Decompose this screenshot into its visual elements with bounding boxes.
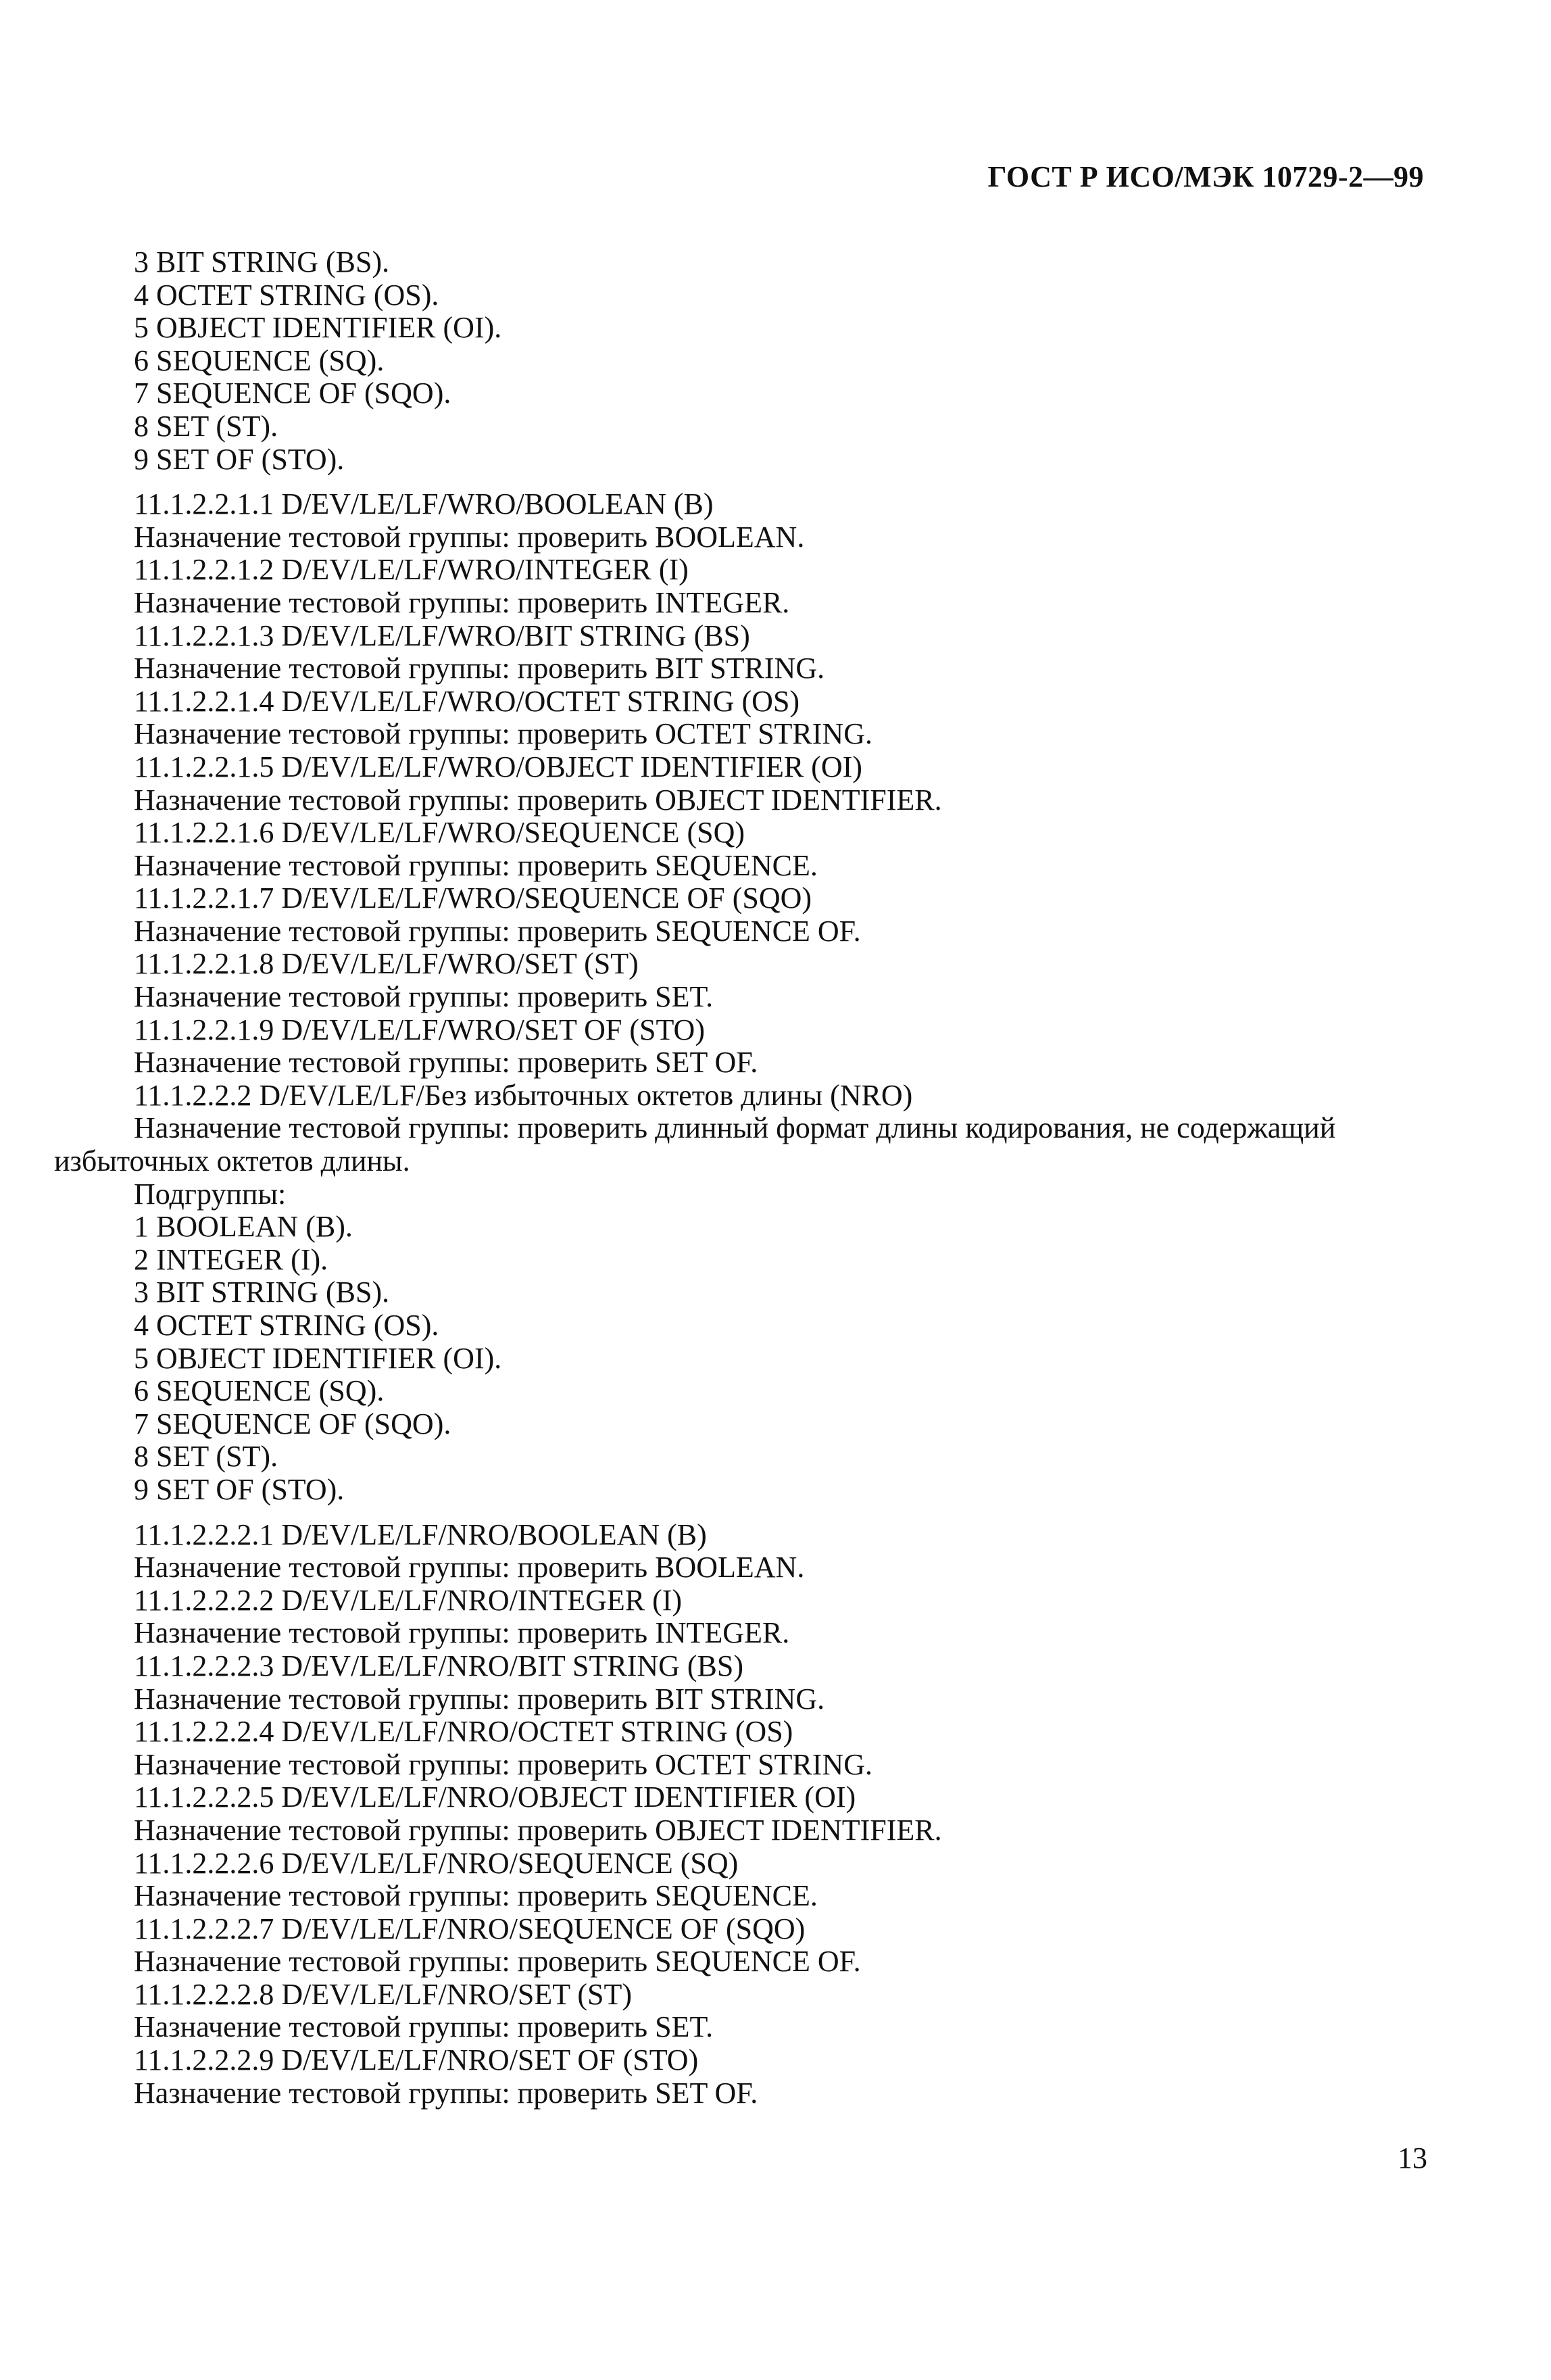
section-purpose: Назначение тестовой группы: проверить SEQUENCE. bbox=[134, 1879, 818, 1913]
section-purpose: Назначение тестовой группы: проверить SET OF. bbox=[134, 1046, 758, 1079]
section-heading: 11.1.2.2.2.7 D/EV/LE/LF/NRO/SEQUENCE OF (SQO) bbox=[134, 1912, 806, 1945]
section-heading: 11.1.2.2.1.8 D/EV/LE/LF/WRO/SET (ST) bbox=[134, 947, 639, 981]
list-item: 9 SET OF (STO). bbox=[134, 442, 345, 476]
list-item: 3 BIT STRING (BS). bbox=[134, 245, 390, 278]
section-purpose: Назначение тестовой группы: проверить BIT STRING. bbox=[134, 1682, 825, 1716]
nro-subgroup-list bbox=[54, 1178, 1460, 1507]
section-purpose: Назначение тестовой группы: проверить SET. bbox=[134, 980, 714, 1014]
section-purpose: Назначение тестовой группы: проверить INTEGER. bbox=[134, 585, 790, 619]
section-heading: 11.1.2.2.1.9 D/EV/LE/LF/WRO/SET OF (STO) bbox=[134, 1013, 705, 1046]
section-heading: 11.1.2.2.1.2 D/EV/LE/LF/WRO/INTEGER (I) bbox=[134, 553, 689, 587]
section-heading: 11.1.2.2.1.5 D/EV/LE/LF/WRO/OBJECT IDENTIFIER (OI) bbox=[134, 750, 862, 783]
section-heading: 11.1.2.2.1.6 D/EV/LE/LF/WRO/SEQUENCE (SQ) bbox=[134, 816, 745, 850]
section-purpose: Назначение тестовой группы: проверить длинный формат длины кодирования, не содержащий bbox=[134, 1111, 1336, 1145]
section-purpose: Назначение тестовой группы: проверить SEQUENCE OF. bbox=[134, 1945, 861, 1978]
section-purpose: Назначение тестовой группы: проверить OCTET STRING. bbox=[134, 1747, 872, 1781]
list-item: 6 SEQUENCE (SQ). bbox=[134, 1374, 385, 1408]
wro-test-groups bbox=[54, 488, 1460, 1177]
list-item: 4 OCTET STRING (OS). bbox=[134, 278, 439, 312]
nro-test-groups bbox=[54, 1519, 1460, 2110]
section-purpose: Назначение тестовой группы: проверить OBJECT IDENTIFIER. bbox=[134, 783, 942, 817]
section-heading: 11.1.2.2.1.3 D/EV/LE/LF/WRO/BIT STRING (BS) bbox=[134, 618, 750, 652]
section-heading: 11.1.2.2.2.6 D/EV/LE/LF/NRO/SEQUENCE (SQ) bbox=[134, 1846, 739, 1880]
list-item: 1 BOOLEAN (B). bbox=[134, 1210, 353, 1244]
section-heading: 11.1.2.2.2 D/EV/LE/LF/Без избыточных октетов длины (NRO) bbox=[134, 1078, 913, 1112]
section-purpose: Назначение тестовой группы: проверить SET OF. bbox=[134, 2076, 758, 2110]
list-item: 8 SET (ST). bbox=[134, 409, 278, 443]
section-heading: 11.1.2.2.1.4 D/EV/LE/LF/WRO/OCTET STRING (OS) bbox=[134, 684, 800, 718]
subgroups-label: Подгруппы: bbox=[134, 1177, 287, 1211]
section-heading: 11.1.2.2.2.3 D/EV/LE/LF/NRO/BIT STRING (BS) bbox=[134, 1649, 744, 1682]
section-purpose: Назначение тестовой группы: проверить SEQUENCE OF. bbox=[134, 914, 861, 948]
section-purpose: Назначение тестовой группы: проверить SET. bbox=[134, 2010, 714, 2044]
list-item: 9 SET OF (STO). bbox=[134, 1472, 345, 1506]
spacer bbox=[54, 1507, 1460, 1519]
section-heading: 11.1.2.2.2.9 D/EV/LE/LF/NRO/SET OF (STO) bbox=[134, 2043, 699, 2077]
section-purpose: Назначение тестовой группы: проверить OCTET STRING. bbox=[134, 717, 872, 751]
section-purpose-continued: избыточных октетов длины. bbox=[54, 1144, 410, 1178]
list-item: 5 OBJECT IDENTIFIER (OI). bbox=[134, 1341, 502, 1375]
page-number: 13 bbox=[1398, 2141, 1427, 2175]
list-item: 5 OBJECT IDENTIFIER (OI). bbox=[134, 311, 502, 345]
list-item: 7 SEQUENCE OF (SQO). bbox=[134, 1407, 451, 1440]
spacer bbox=[54, 476, 1460, 488]
section-heading: 11.1.2.2.1.1 D/EV/LE/LF/WRO/BOOLEAN (B) bbox=[134, 487, 714, 521]
subgroup-list-continued bbox=[54, 246, 1460, 476]
section-heading: 11.1.2.2.2.5 D/EV/LE/LF/NRO/OBJECT IDENTIFIER (OI) bbox=[134, 1780, 856, 1814]
section-heading: 11.1.2.2.2.2 D/EV/LE/LF/NRO/INTEGER (I) bbox=[134, 1583, 683, 1617]
section-purpose: Назначение тестовой группы: проверить INTEGER. bbox=[134, 1616, 790, 1650]
page-header: ГОСТ Р ИСО/МЭК 10729-2—99 bbox=[987, 160, 1424, 193]
list-item: 7 SEQUENCE OF (SQO). bbox=[134, 377, 451, 410]
section-heading: 11.1.2.2.2.8 D/EV/LE/LF/NRO/SET (ST) bbox=[134, 1977, 632, 2011]
section-purpose: Назначение тестовой группы: проверить BOOLEAN. bbox=[134, 520, 805, 554]
document-body bbox=[54, 246, 1460, 2110]
section-heading: 11.1.2.2.2.1 D/EV/LE/LF/NRO/BOOLEAN (B) bbox=[134, 1517, 707, 1551]
section-heading: 11.1.2.2.2.4 D/EV/LE/LF/NRO/OCTET STRING (OS) bbox=[134, 1715, 793, 1749]
section-purpose: Назначение тестовой группы: проверить OBJECT IDENTIFIER. bbox=[134, 1813, 942, 1847]
list-item: 6 SEQUENCE (SQ). bbox=[134, 343, 385, 377]
section-purpose: Назначение тестовой группы: проверить SEQUENCE. bbox=[134, 848, 818, 882]
section-heading: 11.1.2.2.1.7 D/EV/LE/LF/WRO/SEQUENCE OF (SQO) bbox=[134, 881, 812, 915]
list-item: 8 SET (ST). bbox=[134, 1440, 278, 1474]
list-item: 4 OCTET STRING (OS). bbox=[134, 1309, 439, 1342]
list-item: 2 INTEGER (I). bbox=[134, 1242, 328, 1276]
section-purpose: Назначение тестовой группы: проверить BOOLEAN. bbox=[134, 1551, 805, 1584]
list-item: 3 BIT STRING (BS). bbox=[134, 1276, 390, 1309]
section-purpose: Назначение тестовой группы: проверить BIT STRING. bbox=[134, 652, 825, 685]
